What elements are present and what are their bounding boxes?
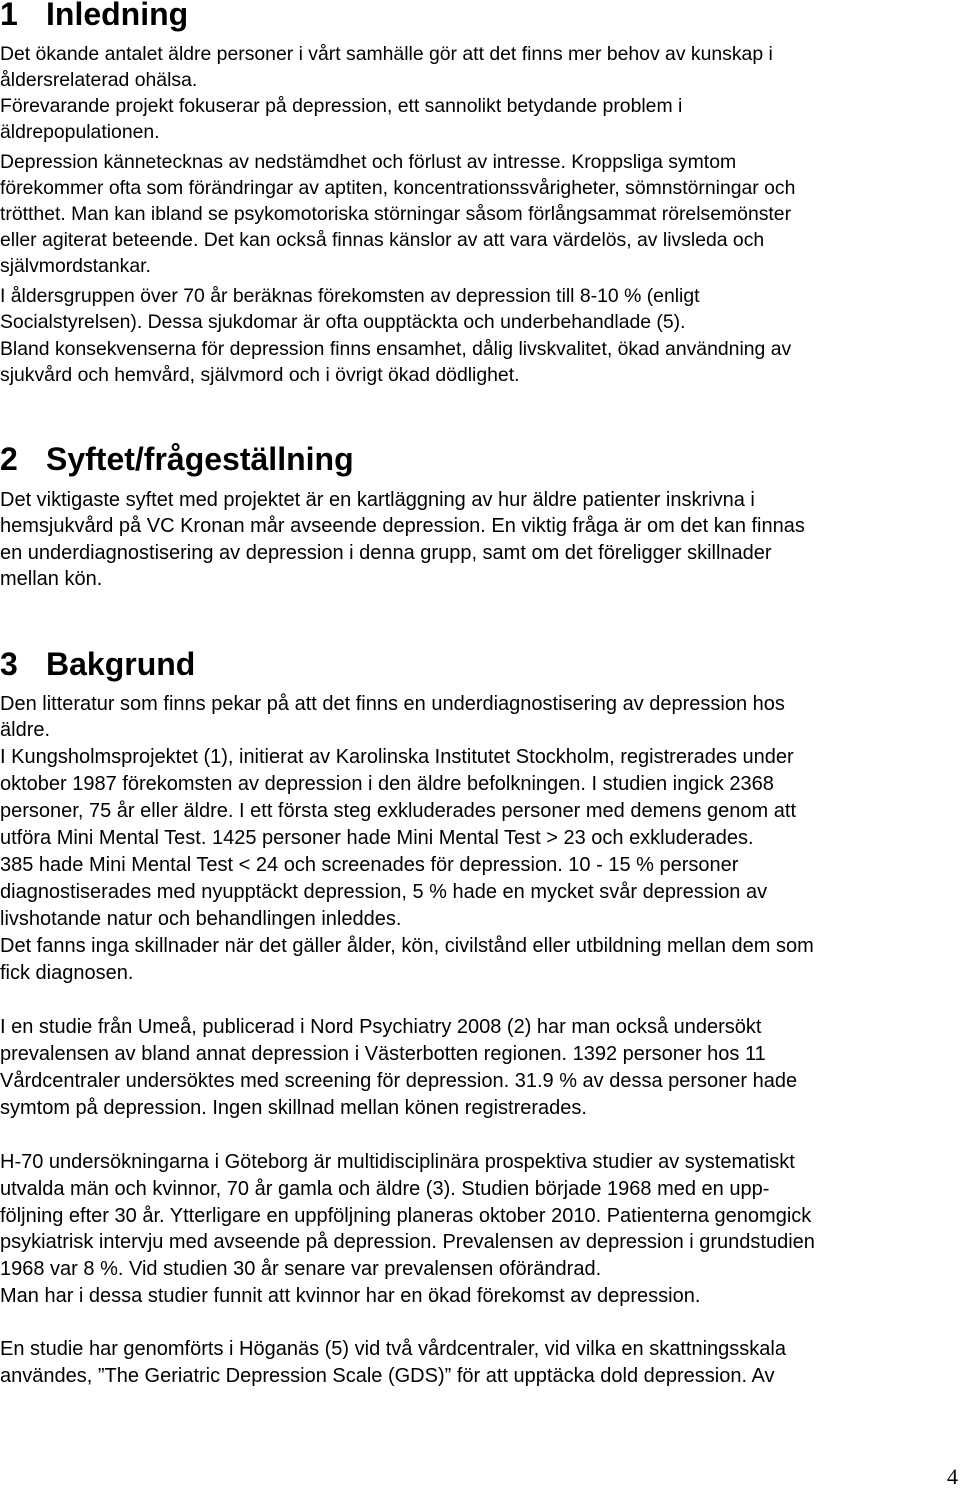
text-line: användes, ”The Geriatric Depression Scale (GDS)” för att upptäcka dold depression. Av [0,1365,775,1387]
text-line: fick diagnosen. [0,962,134,984]
text-line: utvalda män och kvinnor, 70 år gamla och äldre (3). Studien började 1968 med en upp- [0,1178,770,1200]
text-line: mellan kön. [0,568,103,590]
text-line: 385 hade Mini Mental Test < 24 och screenades för depression. 10 - 15 % personer [0,854,739,876]
section-title: Bakgrund [46,646,196,682]
text-line: livshotande natur och behandlingen inleddes. [0,908,402,930]
text-line: en underdiagnostisering av depression i denna grupp, samt om det föreligger skillnader [0,542,772,564]
text-line: 1968 var 8 %. Vid studien 30 år senare var prevalensen oförändrad. [0,1258,602,1280]
text-line: psykiatrisk intervju med avseende på depression. Prevalensen av depression i grundstudien [0,1231,815,1253]
text-line: Det ökande antalet äldre personer i vårt samhälle gör att det finns mer behov av kunskap i [0,43,773,65]
text-line: H-70 undersökningarna i Göteborg är multidisciplinära prospektiva studier av systematiskt [0,1151,795,1173]
text-line: följning efter 30 år. Ytterligare en uppföljning planeras oktober 2010. Patienterna genomgick [0,1205,812,1227]
section-heading-bakgrund [0,646,195,682]
text-line: trötthet. Man kan ibland se psykomotoriska störningar såsom förlångsammat rörelsemönster [0,203,792,225]
text-line: Man har i dessa studier funnit att kvinnor har en ökad förekomst av depression. [0,1285,701,1307]
text-line: Den litteratur som finns pekar på att det finns en underdiagnostisering av depression hos [0,693,785,715]
section-heading-inledning [0,0,188,32]
text-line: utföra Mini Mental Test. 1425 personer hade Mini Mental Test > 23 och exkluderades. [0,827,754,849]
text-line: förekommer ofta som förändringar av aptiten, koncentrationssvårigheter, sömnstörningar och [0,177,796,199]
text-line: Vårdcentraler undersöktes med screening för depression. 31.9 % av dessa personer hade [0,1070,798,1092]
text-line: Förevarande projekt fokuserar på depression, ett sannolikt betydande problem i [0,95,683,117]
text-line: äldrepopulationen. [0,121,160,143]
text-line: sjukvård och hemvård, självmord och i övrigt ökad dödlighet. [0,364,520,386]
text-line: åldersrelaterad ohälsa. [0,69,198,91]
page-number: 4 [947,1464,958,1489]
section-title: Inledning [46,0,189,32]
text-line: I åldersgruppen över 70 år beräknas förekomsten av depression till 8-10 % (enligt [0,285,700,307]
text-line: oktober 1987 förekomsten av depression i den äldre befolkningen. I studien ingick 2368 [0,773,774,795]
text-line: En studie har genomförts i Höganäs (5) vid två vårdcentraler, vid vilka en skattningsskala [0,1338,786,1360]
text-line: personer, 75 år eller äldre. I ett första steg exkluderades personer med demens genom att [0,800,796,822]
text-line: diagnostiserades med nyupptäckt depression, 5 % hade en mycket svår depression av [0,881,768,903]
text-line: hemsjukvård på VC Kronan mår avseende depression. En viktig fråga är om det kan finnas [0,515,805,537]
text-line: eller agiterat beteende. Det kan också finnas känslor av att vara värdelös, av livsleda och [0,229,765,251]
text-line: I en studie från Umeå, publicerad i Nord Psychiatry 2008 (2) har man också undersökt [0,1016,762,1038]
text-line: Socialstyrelsen). Dessa sjukdomar är ofta oupptäckta och underbehandlade (5). [0,311,686,333]
text-line: prevalensen av bland annat depression i Västerbotten regionen. 1392 personer hos 11 [0,1043,766,1065]
text-line: Det fanns inga skillnader när det gäller ålder, kön, civilstånd eller utbildning mellan dem som [0,935,814,957]
text-line: äldre. [0,719,51,741]
text-line: symtom på depression. Ingen skillnad mellan könen registrerades. [0,1097,587,1119]
section-title: Syftet/frågeställning [46,441,354,477]
section-number: 3 [0,646,18,682]
section-number: 2 [0,441,18,477]
text-line: självmordstankar. [0,255,151,277]
text-line: Bland konsekvenserna för depression finns ensamhet, dålig livskvalitet, ökad användning av [0,338,792,360]
text-line: Det viktigaste syftet med projektet är en kartläggning av hur äldre patienter inskrivna i [0,489,755,511]
section-number: 1 [0,0,18,32]
text-line: Depression kännetecknas av nedstämdhet och förlust av intresse. Kroppsliga symtom [0,151,737,173]
section-heading-syftet [0,441,354,477]
text-line: I Kungsholmsprojektet (1), initierat av Karolinska Institutet Stockholm, registrerades under [0,746,794,768]
